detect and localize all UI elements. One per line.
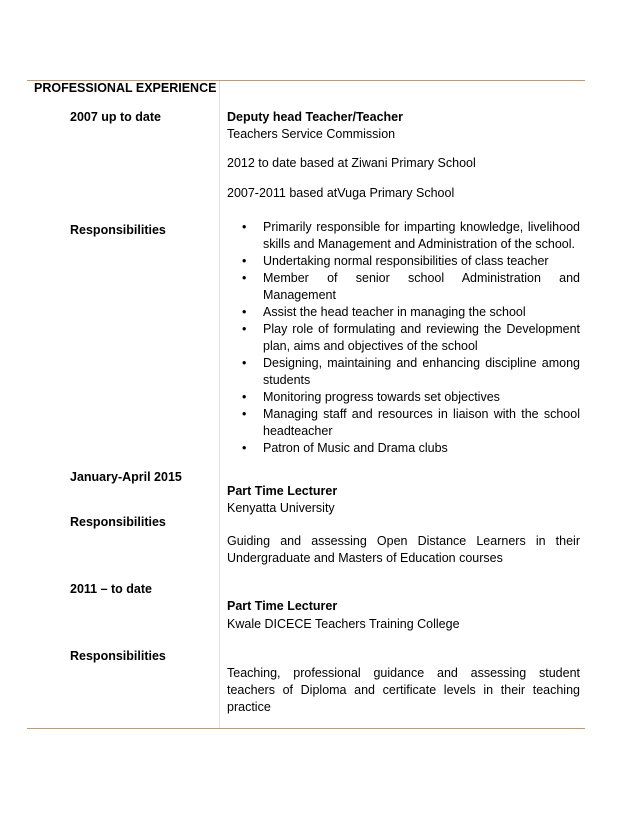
job-2-employer: Kenyatta University [227,501,335,515]
bullet-icon: • [242,356,247,370]
section-title: PROFESSIONAL EXPERIENCE [34,81,217,95]
job-3-date: 2011 – to date [70,582,152,596]
list-item: • Designing, maintaining and enhancing discipline among students [242,356,580,387]
list-item: • Patron of Music and Drama clubs [242,441,448,455]
bullet-icon: • [242,390,247,404]
job-3-description: Teaching, professional guidance and assessing student teachers of Diploma and certificate levels in their teaching practice [227,666,580,714]
job-1-employer: Teachers Service Commission [227,127,396,141]
list-item: • Assist the head teacher in managing the school [242,305,526,319]
job-2-title: Part Time Lecturer [227,484,338,498]
bullet-icon: • [242,305,247,319]
list-item: • Monitoring progress towards set objectives [242,390,500,404]
job-1-title: Deputy head Teacher/Teacher [227,110,403,124]
job-2-date: January-April 2015 [70,470,182,484]
bottom-rule [27,728,585,729]
job-1-date: 2007 up to date [70,110,161,124]
job-3-title: Part Time Lecturer [227,599,338,613]
bullet-icon: • [242,322,247,336]
job-1-detail-2: 2007-2011 based atVuga Primary School [227,186,455,200]
bullet-icon: • [242,254,247,268]
column-divider [219,81,220,728]
list-item: • Play role of formulating and reviewing the Development plan, aims and objectives of the school [242,322,580,353]
job-3-employer: Kwale DICECE Teachers Training College [227,617,460,631]
job-1-detail-1: 2012 to date based at Ziwani Primary School [227,156,476,170]
bullet-icon: • [242,441,247,455]
job-2-description: Guiding and assessing Open Distance Learners in their Undergraduate and Masters of Education courses [227,534,580,565]
job-3-responsibilities-label: Responsibilities [70,649,166,663]
job-1-responsibilities-label: Responsibilities [70,223,166,237]
list-item: • Member of senior school Administration and Management [242,271,580,302]
list-item: • Primarily responsible for imparting knowledge, livelihood skills and Management and Administration of the school. [242,220,580,251]
job-1-responsibilities-list [227,219,580,457]
list-item: • Undertaking normal responsibilities of class teacher [242,254,549,268]
bullet-icon: • [242,407,247,421]
list-item: • Managing staff and resources in liaison with the school headteacher [242,407,580,438]
bullet-icon: • [242,271,247,285]
job-2-responsibilities-label: Responsibilities [70,515,166,529]
bullet-icon: • [242,220,247,234]
